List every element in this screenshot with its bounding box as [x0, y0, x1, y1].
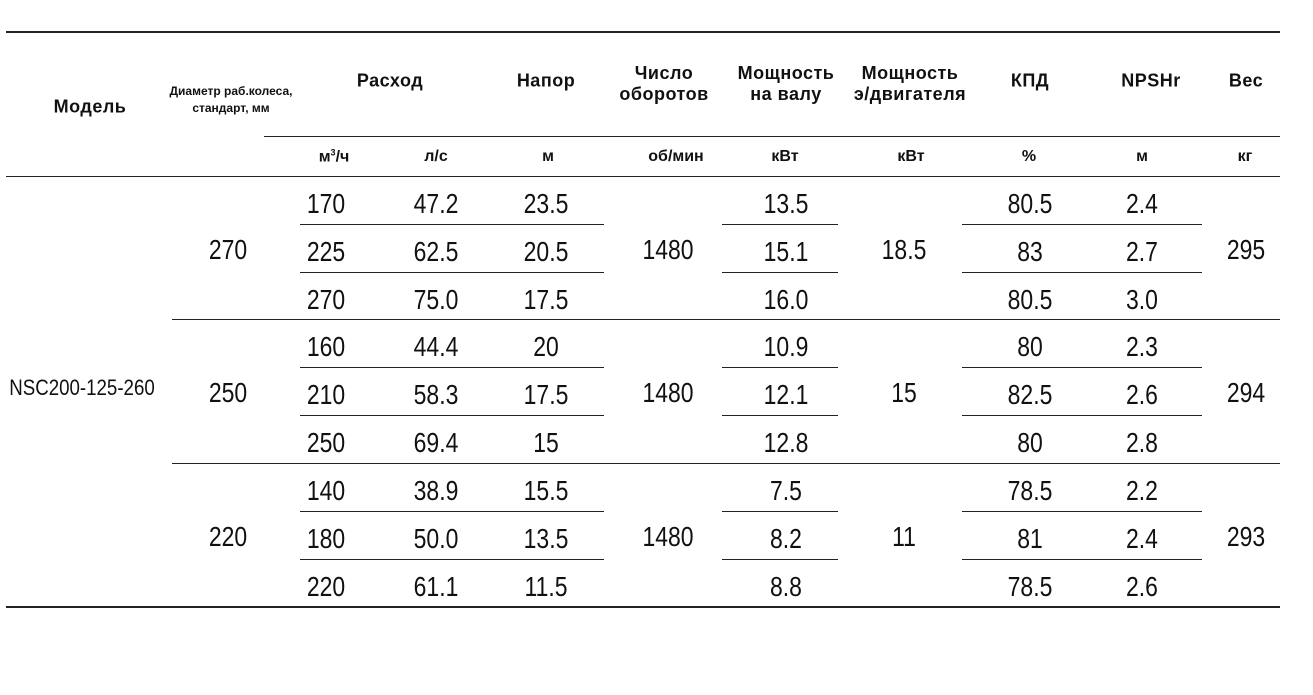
cell-flow-m3h: 220 — [306, 571, 346, 602]
cell-flow-m3h: 225 — [306, 236, 346, 267]
cell-npshr: 3.0 — [1126, 284, 1158, 315]
cell-npshr: 2.2 — [1126, 475, 1158, 506]
row-separator — [722, 415, 838, 416]
cell-npshr: 2.4 — [1126, 523, 1158, 554]
cell-efficiency: 80.5 — [1007, 284, 1053, 315]
unit-flow-m3h: $м^3/ч$ — [318, 147, 350, 166]
cell-diameter: 220 — [208, 521, 248, 552]
row-separator — [722, 224, 838, 225]
cell-flow-ls: 61.1 — [413, 571, 459, 602]
cell-head: 17.5 — [523, 379, 569, 410]
unit-speed: об/мин — [648, 148, 704, 165]
cell-shaft-power: 7.5 — [770, 475, 802, 506]
row-separator — [300, 272, 604, 273]
cell-npshr: 2.6 — [1126, 379, 1158, 410]
cell-efficiency: 78.5 — [1007, 571, 1053, 602]
row-separator — [962, 415, 1202, 416]
cell-efficiency: 78.5 — [1007, 475, 1053, 506]
unit-motor-power: кВт — [897, 148, 925, 165]
unit-flow-ls: л/с — [424, 148, 448, 165]
header-model: Модель — [53, 96, 127, 117]
cell-flow-m3h: 210 — [306, 379, 346, 410]
group-1-bottom-rule — [172, 319, 1280, 320]
cell-speed: 1480 — [642, 234, 694, 265]
cell-flow-m3h: 160 — [306, 331, 346, 362]
cell-flow-ls: 50.0 — [413, 523, 459, 554]
cell-head: 20.5 — [523, 236, 569, 267]
row-separator — [300, 224, 604, 225]
cell-diameter: 270 — [208, 234, 248, 265]
cell-shaft-power: 8.2 — [770, 523, 802, 554]
cell-flow-ls: 69.4 — [413, 427, 459, 458]
cell-shaft-power: 13.5 — [763, 188, 809, 219]
row-separator — [962, 224, 1202, 225]
cell-npshr: 2.4 — [1126, 188, 1158, 219]
cell-npshr: 2.6 — [1126, 571, 1158, 602]
unit-head: м — [542, 148, 554, 165]
cell-flow-ls: 44.4 — [413, 331, 459, 362]
header-shaft-power: Мощность на валу — [737, 63, 835, 104]
cell-flow-m3h: 250 — [306, 427, 346, 458]
cell-flow-ls: 47.2 — [413, 188, 459, 219]
cell-flow-ls: 75.0 — [413, 284, 459, 315]
unit-efficiency: % — [1021, 148, 1037, 165]
cell-flow-m3h: 270 — [306, 284, 346, 315]
row-separator — [722, 511, 838, 512]
units-row-rule — [264, 136, 1280, 137]
row-separator — [722, 367, 838, 368]
cell-flow-m3h: 170 — [306, 188, 346, 219]
unit-npshr: м — [1136, 148, 1148, 165]
cell-efficiency: 80.5 — [1007, 188, 1053, 219]
cell-weight: 294 — [1226, 377, 1266, 408]
row-separator — [300, 415, 604, 416]
group-2-bottom-rule — [172, 463, 1280, 464]
header-flow: Расход — [356, 70, 424, 91]
cell-flow-ls: 62.5 — [413, 236, 459, 267]
row-separator — [962, 272, 1202, 273]
cell-efficiency: 80 — [1017, 331, 1043, 362]
header-speed: Число оборотов — [619, 63, 709, 104]
row-separator — [962, 559, 1202, 560]
cell-npshr: 2.8 — [1126, 427, 1158, 458]
cell-efficiency: 82.5 — [1007, 379, 1053, 410]
cell-shaft-power: 12.1 — [763, 379, 809, 410]
cell-flow-m3h: 180 — [306, 523, 346, 554]
cell-head: 23.5 — [523, 188, 569, 219]
header-head: Напор — [516, 70, 576, 91]
row-separator — [300, 367, 604, 368]
header-efficiency: КПД — [1010, 70, 1050, 91]
cell-npshr: 2.7 — [1126, 236, 1158, 267]
cell-flow-m3h: 140 — [306, 475, 346, 506]
unit-weight: кг — [1237, 148, 1253, 165]
header-weight: Вес — [1228, 70, 1264, 91]
cell-head: 17.5 — [523, 284, 569, 315]
cell-weight: 293 — [1226, 521, 1266, 552]
cell-shaft-power: 12.8 — [763, 427, 809, 458]
cell-motor-power: 18.5 — [881, 234, 927, 265]
cell-flow-ls: 38.9 — [413, 475, 459, 506]
cell-head: 11.5 — [524, 571, 568, 602]
cell-shaft-power: 8.8 — [770, 571, 802, 602]
header-bottom-rule — [6, 176, 1280, 177]
cell-weight: 295 — [1226, 234, 1266, 265]
cell-motor-power: 15 — [891, 377, 917, 408]
row-separator — [962, 511, 1202, 512]
cell-head: 15.5 — [523, 475, 569, 506]
row-separator — [962, 367, 1202, 368]
model-name: NSC200-125-260 — [9, 375, 155, 400]
cell-efficiency: 83 — [1017, 236, 1043, 267]
cell-flow-ls: 58.3 — [413, 379, 459, 410]
cell-efficiency: 80 — [1017, 427, 1043, 458]
cell-motor-power: 11 — [892, 521, 916, 552]
cell-head: 13.5 — [523, 523, 569, 554]
header-npshr: NPSHr — [1121, 70, 1181, 91]
cell-speed: 1480 — [642, 377, 694, 408]
cell-speed: 1480 — [642, 521, 694, 552]
cell-npshr: 2.3 — [1126, 331, 1158, 362]
cell-head: 15 — [533, 427, 559, 458]
row-separator — [722, 272, 838, 273]
header-motor-power: Мощность э/двигателя — [853, 63, 967, 104]
row-separator — [300, 559, 604, 560]
row-separator — [300, 511, 604, 512]
cell-shaft-power: 16.0 — [763, 284, 809, 315]
cell-diameter: 250 — [208, 377, 248, 408]
cell-shaft-power: 15.1 — [763, 236, 809, 267]
table-bottom-rule — [6, 606, 1280, 608]
cell-shaft-power: 10.9 — [763, 331, 809, 362]
table-top-rule — [6, 31, 1280, 33]
row-separator — [722, 559, 838, 560]
header-diameter: Диаметр раб.колеса, стандарт, мм — [169, 84, 293, 115]
cell-head: 20 — [533, 331, 559, 362]
cell-efficiency: 81 — [1017, 523, 1043, 554]
unit-shaft-power: кВт — [771, 148, 799, 165]
